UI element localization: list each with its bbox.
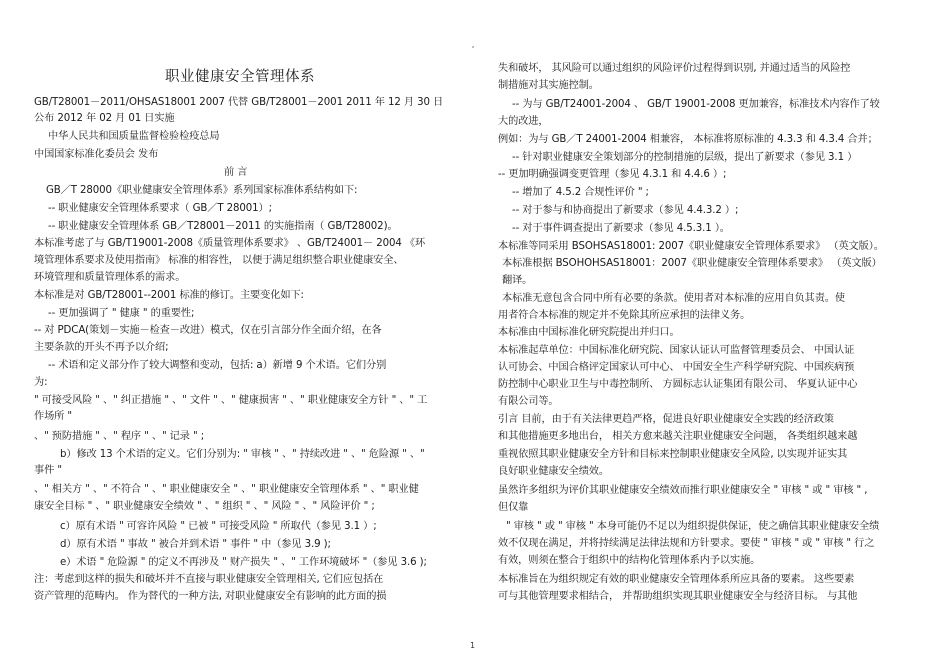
- text-line: 注：考虑到这样的损失和破坏并不直接与职业健康安全管理相关, 它们应包括在: [34, 574, 384, 585]
- text-line: 中华人民共和国质量监督检验检疫总局: [48, 131, 220, 142]
- text-line: -- 针对职业健康安全策划部分的控制措施的层级，提出了新要求（参见 3.1 ）: [512, 152, 858, 163]
- text-line: 认可协会、中国合格评定国家认可中心、 中国安全生产科学研究院、中国疾病预: [498, 362, 855, 373]
- text-line: 良好职业健康安全绩效。: [498, 466, 609, 477]
- text-line: GB／T 28000《职业健康安全管理体系》系列国家标准体系结构如下:: [46, 185, 358, 196]
- text-line: 本标准由中国标准化研究院提出并归口。: [498, 327, 680, 338]
- text-line: 资产管理的范畴内。 作为替代的一种方法, 对职业健康安全有影响的此方面的损: [34, 591, 387, 602]
- text-line: 防控制中心职业卫生与中毒控制所、 方圆标志认证集团有限公司、 华夏认证中心: [498, 379, 858, 390]
- text-line: 用者符合本标准的规定并不免除其所应承担的法律义务。: [498, 310, 751, 321]
- document-title: 职业健康安全管理体系: [165, 69, 315, 85]
- text-line: c）原有术语 " 可容许风险 " 已被 " 可接受风险 " 所取代（参见 3.1 ）;: [60, 521, 377, 532]
- text-line: -- 职业健康安全管理体系 GB／T28001－2011 的实施指南（ GB/T28002)。: [48, 221, 398, 232]
- text-line: 失和破坏， 其风险可以通过组织的风险评价过程得到识别, 并通过适当的风险控: [498, 63, 851, 74]
- text-line: 制措施对其实施控制。: [498, 80, 599, 91]
- text-line: 翻译。: [502, 275, 533, 286]
- text-line: 大的改进，: [498, 116, 549, 127]
- text-line: 中国国家标准化委员会 发布: [34, 149, 159, 160]
- text-line: 作场所 ": [34, 411, 72, 422]
- text-line: 、" 预防措施 " 、" 程序 " 、" 记录 " ;: [34, 431, 205, 442]
- section-heading: 前 言: [224, 167, 248, 178]
- text-line: 引言 目前，由于有关法律更趋严格，促进良好职业健康安全实践的经济政策: [498, 414, 835, 425]
- text-line: -- 职业健康安全管理体系要求（ GB／T 28001）;: [48, 203, 272, 214]
- text-line: 本标准考虑了与 GB/T19001-2008《质量管理体系要求》 、GB/T24001－ 2004 《环: [34, 238, 426, 249]
- text-line: 本标准起草单位：中国标准化研究院、国家认证认可监督管理委员会、 中国认证: [498, 345, 855, 356]
- text-line: 本标准等同采用 BSOHSAS18001: 2007《职业健康安全管理体系要求》 （英文版）。: [498, 241, 884, 252]
- text-line: 、" 相关方 " 、" 不符合 " 、" 职业健康安全 " 、" 职业健康安全管理体系 " 、" 职业健: [34, 484, 419, 495]
- text-line: 效不仅现在满足，并将持续满足法律法规和方针要求。要使 " 审核 " 或 " 审核 " 行之: [498, 538, 875, 549]
- text-line: 重视依照其职业健康安全方针和目标来控制职业健康安全风险, 以实现并证实其: [498, 449, 848, 460]
- text-line: 例如：为与 GB／T 24001-2004 相兼容， 本标准将原标准的 4.3.3 和 4.3.4 合并；: [498, 134, 878, 145]
- text-line: 有效，则须在整合于组织中的结构化管理体系内予以实施。: [498, 555, 761, 566]
- text-line: 为:: [34, 377, 48, 388]
- text-line: 虽然许多组织为评价其职业健康安全绩效而推行职业健康安全 " 审核 " 或 " 审核 " ,: [498, 485, 868, 496]
- text-line: -- 对于事件调查提出了新要求（参见 4.5.3.1 ）。: [512, 223, 730, 234]
- text-line: 本标准是对 GB/T28001--2001 标准的修订。主要变化如下:: [34, 290, 304, 301]
- text-line: GB/T28001－2011/OHSAS18001 2007 代替 GB/T28001－2001 2011 年 12 月 30 日: [34, 97, 444, 108]
- text-line: 但仅靠: [498, 502, 529, 513]
- text-line: 境管理体系要求及使用指南》 标准的相容性， 以便于满足组织整合职业健康安全、: [34, 255, 404, 266]
- text-line: -- 增加了 4.5.2 合规性评价 " ;: [512, 187, 649, 198]
- text-line: -- 对 PDCA(策划－实施－检查－改进）模式，仅在引言部分作全面介绍，在各: [34, 325, 382, 336]
- text-line: -- 更加强调了 " 健康 " 的重要性;: [48, 308, 195, 319]
- text-line: " 审核 " 或 " 审核 " 本身可能仍不足以为组织提供保证，使之确信其职业健康安全绩: [506, 521, 880, 532]
- text-line: " 可接受风险 " 、" 纠正措施 " 、" 文件 " 、" 健康损害 " 、" 职业健康安全方针 " 、" 工: [34, 395, 428, 406]
- text-line: 本标准旨在为组织规定有效的职业健康安全管理体系所应具备的要素。 这些要素: [498, 574, 855, 585]
- text-line: 公布 2012 年 02 月 01 日实施: [34, 113, 175, 124]
- text-line: 可与其他管理要求相结合， 并帮助组织实现其职业健康安全与经济目标。 与其他: [498, 591, 858, 602]
- text-line: e）术语 " 危险源 " 的定义不再涉及 " 财产损失 " 、" 工作环境破坏 "（参见 3.6 );: [60, 557, 427, 568]
- text-line: -- 术语和定义部分作了较大调整和变动，包括: a）新增 9 个术语。它们分别: [48, 360, 387, 371]
- text-line: 本标准根据 BSOHOHSAS18001：2007《职业健康安全管理体系要求》 （英文版）: [502, 258, 882, 269]
- scan-speck: [472, 46, 474, 48]
- text-line: 本标准无意包含合同中所有必要的条款。使用者对本标准的应用自负其责。使: [502, 293, 845, 304]
- text-line: 和其他措施更多地出台， 相关方愈来越关注职业健康安全问题， 各类组织越来越: [498, 431, 858, 442]
- text-line: 事件 ": [34, 465, 62, 476]
- text-line: b）修改 13 个术语的定义。它们分别为: " 审核 " 、" 持续改进 " 、" 危险源 " 、": [60, 449, 425, 460]
- text-line: 环境管理和质量管理体系的需求。: [34, 272, 186, 283]
- text-line: d）原有术语 " 事故 " 被合并到术语 " 事件 " 中（参见 3.9 );: [60, 539, 331, 550]
- text-line: 康安全目标 " 、" 职业健康安全绩效 " 、" 组织 " 、" 风险 " 、" 风险评价 " ;: [34, 501, 375, 512]
- page-number: 1: [470, 641, 476, 650]
- text-line: -- 更加明确强调变更管理（参见 4.3.1 和 4.4.6 ）;: [498, 169, 727, 180]
- text-line: 主要条款的开头不再予以介绍;: [34, 342, 169, 353]
- text-line: 有限公司等。: [498, 396, 559, 407]
- text-line: -- 为与 GB/T24001-2004 、 GB/T 19001-2008 更加兼容，标准技术内容作了较: [512, 99, 880, 110]
- text-line: -- 对于参与和协商提出了新要求（参见 4.4.3.2 ）;: [512, 205, 739, 216]
